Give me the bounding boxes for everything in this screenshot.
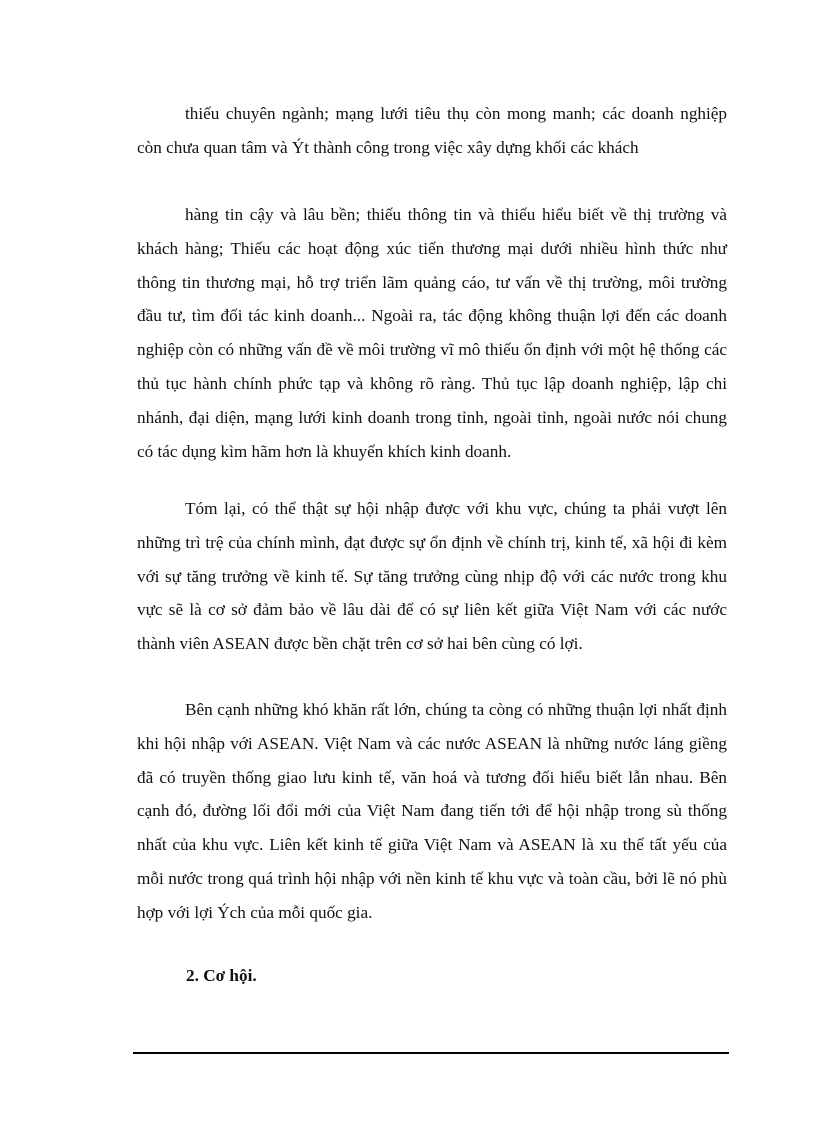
paragraph-3 (137, 492, 727, 661)
paragraph-2 (137, 198, 727, 468)
section-heading: 2. Cơ hội. (186, 966, 257, 985)
paragraph-text: hàng tin cậy và lâu bền; thiếu thông tin và thiếu hiểu biết về thị trường và khách hàng; Thiếu các hoạt động xúc tiến thương mại dưới nhiều hình thức như thông tin thương mại, hỗ trợ triển lãm quảng cáo, tư vấn về thị trường, môi trường đầu tư, tìm đối tác kinh doanh... Ngoài ra, tác động không thuận lợi đến các doanh nghiệp còn có những vấn đề về môi trường vĩ mô thiếu ổn định với một hệ thống các thủ tục hành chính phức tạp và không rõ ràng. Thủ tục lập doanh nghiệp, lập chi nhánh, đại diện, mạng lưới kinh doanh trong tỉnh, ngoài tỉnh, ngoài nước nói chung có tác dụng kìm hãm hơn là khuyến khích kinh doanh. (137, 205, 727, 461)
paragraph-1 (137, 97, 727, 165)
footer-divider (133, 1052, 729, 1054)
paragraph-text: Tóm lại, có thể thật sự hội nhập được với khu vực, chúng ta phải vượt lên những trì trệ của chính mình, đạt được sự ổn định về chính trị, kinh tế, xã hội đi kèm với sự tăng trưởng về kinh tế. Sự tăng trưởng cùng nhịp độ với các nước trong khu vực sẽ là cơ sở đảm bảo về lâu dài để có sự liên kết giữa Việt Nam với các nước thành viên ASEAN được bền chặt trên cơ sở hai bên cùng có lợi. (137, 499, 727, 654)
paragraph-text: thiếu chuyên ngành; mạng lưới tiêu thụ còn mong manh; các doanh nghiệp còn chưa quan tâm và Ýt thành công trong việc xây dựng khối các khách (137, 104, 727, 157)
paragraph-4 (137, 693, 727, 930)
paragraph-text: Bên cạnh những khó khăn rất lớn, chúng ta còng có những thuận lợi nhất định khi hội nhập với ASEAN. Việt Nam và các nước ASEAN là những nước láng giềng đã có truyền thống giao lưu kinh tế, văn hoá và tương đối hiểu biết lẫn nhau. Bên cạnh đó, đường lối đổi mới của Việt Nam đang tiến tới để hội nhập trong sù thống nhất của khu vực. Liên kết kinh tế giữa Việt Nam và ASEAN là xu thế tất yếu của mỗi nước trong quá trình hội nhập với nền kinh tế khu vực và toàn cầu, bởi lẽ nó phù hợp với lợi Ých của mỗi quốc gia. (137, 700, 727, 922)
